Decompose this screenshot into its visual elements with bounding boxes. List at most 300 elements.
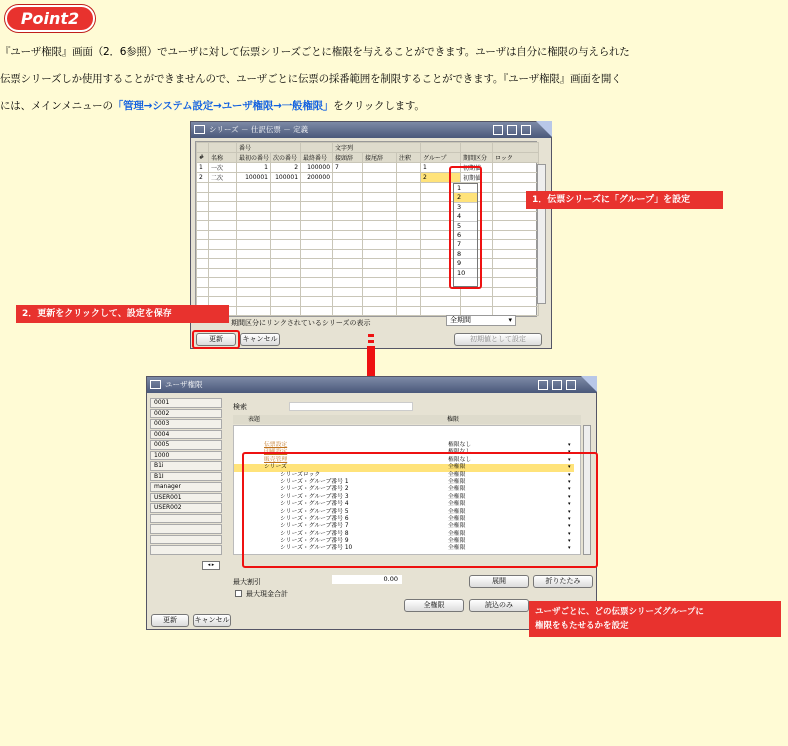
cell-empty [237, 259, 271, 269]
cell-empty [237, 183, 271, 193]
cell-empty [237, 306, 271, 316]
perm-row-label: シリーズ・グループ番号 6 [280, 515, 349, 522]
intro-line-3 [0, 93, 788, 120]
cell-empty [209, 211, 237, 221]
cell-last[interactable]: 100000 [301, 163, 333, 173]
chevron-down-icon[interactable]: ▾ [568, 456, 571, 463]
cell-empty [271, 287, 301, 297]
cell-empty [493, 259, 539, 269]
cell-empty [397, 211, 421, 221]
cell-empty [397, 249, 421, 259]
cell-empty[interactable] [397, 163, 421, 173]
menu-path: 「管理→システム設定→ユーザ権限→一般権限」 [112, 100, 334, 112]
user-item[interactable]: USER002 [150, 503, 222, 513]
cell-empty [363, 202, 397, 212]
cell-no[interactable]: 1 [197, 163, 209, 173]
cell-empty [209, 240, 237, 250]
cell-empty[interactable] [363, 163, 397, 173]
cell-empty [271, 230, 301, 240]
empty-row [197, 297, 539, 307]
intro-line-3c: をクリックします。 [333, 100, 425, 112]
cell-empty [209, 230, 237, 240]
point-badge: Point2 [5, 5, 95, 32]
callout-user-series [529, 601, 781, 637]
perm-row-label: シリーズ・グループ番号 4 [280, 501, 349, 508]
cell-empty [271, 192, 301, 202]
dropdown-option[interactable]: 6 [454, 231, 477, 240]
col-header: 期間区分 [461, 153, 493, 163]
col-header: 最初の番号 [237, 153, 271, 163]
cell-empty [197, 268, 209, 278]
cell-empty [237, 249, 271, 259]
maximize-icon[interactable] [552, 380, 562, 390]
cell-empty [333, 221, 363, 231]
cell-empty [363, 230, 397, 240]
cell-empty [237, 230, 271, 240]
cell-empty [209, 259, 237, 269]
cancel-button[interactable]: キャンセル [240, 333, 280, 346]
cell-empty [301, 202, 333, 212]
perm-row-label: シリーズ・グループ番号 3 [280, 493, 349, 500]
cell-empty [237, 297, 271, 307]
cell-empty [271, 268, 301, 278]
intro-line-3a: には、メインメニューの [0, 100, 113, 112]
cell-empty [301, 297, 333, 307]
series-window [190, 121, 552, 349]
chevron-down-icon[interactable]: ▾ [568, 471, 571, 478]
cell-empty [197, 221, 209, 231]
titlebar-corner [536, 121, 552, 137]
col-header: 名称 [209, 153, 237, 163]
cell-empty [301, 287, 333, 297]
user-item[interactable]: 1000 [150, 451, 222, 461]
cell-empty [209, 268, 237, 278]
cell-empty [301, 221, 333, 231]
cell-empty [363, 192, 397, 202]
cell-empty [301, 230, 333, 240]
col-header: 最終番号 [301, 153, 333, 163]
cell-empty [209, 221, 237, 231]
cell-empty [363, 240, 397, 250]
cell-empty [493, 230, 539, 240]
perm-row-value[interactable]: 全権限 [448, 471, 466, 478]
series-table [195, 141, 537, 317]
cell-empty [301, 306, 333, 316]
read-only-button[interactable]: 読込のみ [469, 599, 529, 612]
user-item[interactable]: 0003 [150, 419, 222, 429]
cell-empty [397, 268, 421, 278]
perm-row-value[interactable]: 全権限 [448, 478, 466, 485]
cell-empty [237, 278, 271, 288]
series-row[interactable] [197, 173, 539, 183]
perm-row-value[interactable]: 権限なし [448, 456, 472, 463]
cell-empty [493, 268, 539, 278]
cancel-button[interactable]: キャンセル [193, 614, 231, 627]
series-scrollbar[interactable] [537, 164, 546, 304]
cell-empty [209, 202, 237, 212]
search-label: 検索 [233, 403, 247, 411]
cell-empty [197, 230, 209, 240]
cell-empty[interactable] [397, 173, 421, 183]
empty-row [197, 221, 539, 231]
group-highlight [449, 166, 482, 289]
perm-row-label: シリーズ・グループ番号 2 [280, 486, 349, 493]
dropdown-option[interactable]: 7 [454, 240, 477, 249]
expand-button[interactable]: 展開 [469, 575, 529, 588]
empty-row [197, 287, 539, 297]
footer-label: 期間区分にリンクされているシリーズの表示 [231, 319, 371, 327]
dropdown-option[interactable]: 2 [454, 193, 477, 202]
cell-empty [397, 240, 421, 250]
cell-empty [301, 183, 333, 193]
empty-row [197, 240, 539, 250]
col-header: 次の番号 [271, 153, 301, 163]
cell-empty [197, 259, 209, 269]
window-icon [194, 125, 205, 134]
cell-first[interactable]: 1 [237, 163, 271, 173]
cell-empty [271, 297, 301, 307]
full-permission-button[interactable]: 全権限 [404, 599, 464, 612]
callout-user-series-line-1: ユーザごとに、どの伝票シリーズグループに [535, 607, 704, 617]
perm-row-label: シリーズ・グループ番号 9 [280, 538, 349, 545]
series-row[interactable] [197, 163, 539, 173]
list-scroll-arrows[interactable]: ◂ ▸ [202, 561, 220, 570]
minimize-icon[interactable] [538, 380, 548, 390]
collapse-button[interactable]: 折りたたみ [533, 575, 593, 588]
empty-row [197, 278, 539, 288]
cell-empty [333, 202, 363, 212]
period-select-value: 全期間 [450, 316, 471, 324]
cell-empty [209, 249, 237, 259]
perm-row-value[interactable]: 全権限 [448, 530, 466, 537]
perm-row-value[interactable]: 全権限 [448, 464, 466, 471]
cell-empty [333, 192, 363, 202]
cell-empty[interactable] [493, 163, 539, 173]
cell-empty [397, 202, 421, 212]
cell-empty [333, 230, 363, 240]
window-icon [150, 380, 161, 389]
set-default-button[interactable]: 初期値として設定 [454, 333, 542, 346]
cell-empty [333, 240, 363, 250]
max-cash-label: 最大現金合計 [246, 590, 288, 598]
chevron-down-icon: ▾ [508, 316, 512, 324]
user-item[interactable]: B1I [150, 472, 222, 482]
cell-empty [363, 306, 397, 316]
perm-row-value[interactable]: 全権限 [448, 523, 466, 530]
user-item-empty [150, 514, 222, 524]
col-header: 接頭辞 [333, 153, 363, 163]
perm-row-value[interactable]: 全権限 [448, 538, 466, 545]
cell-empty [333, 297, 363, 307]
dropdown-option[interactable]: 8 [454, 250, 477, 259]
cell-empty [237, 192, 271, 202]
series-highlight [242, 452, 598, 568]
cell-last[interactable]: 200000 [301, 173, 333, 183]
perm-row-label: 印刷設定 [264, 449, 288, 456]
cell-empty [363, 259, 397, 269]
cell-empty [197, 183, 209, 193]
cell-empty [333, 211, 363, 221]
perm-row-label: シリーズ・グループ番号 8 [280, 530, 349, 537]
cell-period[interactable]: 初期値 [461, 173, 493, 183]
cell-empty [363, 268, 397, 278]
cell-no[interactable]: 2 [197, 173, 209, 183]
empty-row [197, 192, 539, 202]
cell-empty [197, 240, 209, 250]
cell-empty [363, 211, 397, 221]
intro-line-1: 『ユーザ権限』画面（2．6参照）でユーザに対して伝票シリーズごとに権限を与えることができます。ユーザは自分に権限の与えられた [0, 46, 630, 58]
cell-empty [237, 268, 271, 278]
perm-row-label: 販売管理 [264, 456, 288, 463]
chevron-down-icon[interactable]: ▾ [568, 545, 571, 552]
user-item[interactable]: B1i [150, 461, 222, 471]
user-item-empty [150, 524, 222, 534]
col-permission: 権限 [447, 416, 460, 423]
cell-empty [271, 249, 301, 259]
cell-empty [421, 297, 461, 307]
cell-prefix[interactable]: 7 [333, 163, 363, 173]
cell-empty [333, 278, 363, 288]
chevron-down-icon[interactable]: ▾ [568, 508, 571, 515]
cell-empty [301, 240, 333, 250]
intro-line-2: 伝票シリーズしか使用することができませんので、ユーザごとに伝票の採番範囲を制限することができます。『ユーザ権限』画面を開く [0, 73, 622, 85]
cell-empty [237, 287, 271, 297]
perm-row-value[interactable]: 全権限 [448, 508, 466, 515]
cell-empty [197, 202, 209, 212]
perm-row-value[interactable]: 全権限 [448, 493, 466, 500]
callout-user-series-line-2: 権限をもたせるかを設定 [535, 621, 629, 631]
cell-empty [397, 259, 421, 269]
cell-empty [271, 306, 301, 316]
update-highlight [192, 330, 240, 349]
cell-empty [301, 211, 333, 221]
perm-row-label: シリーズ・グループ番号 7 [280, 523, 349, 530]
chevron-down-icon[interactable]: ▾ [568, 449, 571, 456]
series-grid [196, 142, 539, 316]
cell-empty [461, 297, 493, 307]
cell-empty [397, 221, 421, 231]
cell-empty [333, 268, 363, 278]
perm-row-value[interactable]: 全権限 [448, 545, 466, 552]
chevron-down-icon[interactable]: ▾ [568, 530, 571, 537]
col-header: # [197, 153, 209, 163]
cell-empty [333, 306, 363, 316]
search-input[interactable] [289, 402, 413, 411]
user-item[interactable]: USER001 [150, 493, 222, 503]
perm-row-label: シリーズ [264, 464, 287, 471]
cell-next[interactable]: 100001 [271, 173, 301, 183]
chevron-down-icon[interactable]: ▾ [568, 515, 571, 522]
series-window-titlebar [191, 122, 551, 138]
cell-empty [209, 287, 237, 297]
cell-empty [237, 221, 271, 231]
cell-empty [397, 297, 421, 307]
cell-empty [363, 183, 397, 193]
dropdown-option[interactable]: 10 [454, 269, 477, 278]
cell-empty [271, 240, 301, 250]
chevron-down-icon[interactable]: ▾ [568, 523, 571, 530]
cell-empty [363, 278, 397, 288]
arrow-dash-2 [368, 340, 374, 343]
cell-empty [397, 278, 421, 288]
cell-empty [271, 211, 301, 221]
user-permission-window [146, 376, 597, 630]
max-cash-checkbox[interactable] [235, 590, 242, 597]
cell-empty [209, 183, 237, 193]
cell-empty [493, 287, 539, 297]
user-item[interactable]: 0002 [150, 409, 222, 419]
perm-row-value[interactable]: 全権限 [448, 486, 466, 493]
series-window-title: シリーズ － 仕訳伝票 － 定義 [209, 125, 309, 134]
user-window-titlebar [147, 377, 596, 393]
cell-empty [301, 268, 333, 278]
cell-empty [271, 183, 301, 193]
chevron-down-icon[interactable]: ▾ [568, 486, 571, 493]
cell-empty [493, 249, 539, 259]
empty-row [197, 259, 539, 269]
cell-empty [237, 240, 271, 250]
perm-row-value[interactable]: 全権限 [448, 501, 466, 508]
chevron-down-icon[interactable]: ▾ [568, 464, 571, 471]
perm-row-value[interactable]: 権限なし [448, 442, 472, 448]
callout-update: 2．更新をクリックして、設定を保存 [16, 305, 229, 323]
perm-row-label: シリーズ・グループ番号 10 [280, 545, 353, 552]
perm-table-header [233, 415, 581, 424]
cell-empty [301, 249, 333, 259]
cell-empty [397, 192, 421, 202]
col-header: グループ [421, 153, 461, 163]
perm-row-value[interactable]: 権限なし [448, 449, 472, 456]
cell-empty[interactable] [363, 173, 397, 183]
perm-row-label: シリーズ・グループ番号 5 [280, 508, 349, 515]
chevron-down-icon[interactable]: ▾ [568, 442, 571, 448]
cell-empty [333, 183, 363, 193]
col-header: ロック [493, 153, 539, 163]
user-item-empty [150, 545, 222, 555]
empty-row [197, 230, 539, 240]
cell-empty [209, 192, 237, 202]
cell-empty [363, 287, 397, 297]
cell-empty [493, 221, 539, 231]
cell-empty [363, 221, 397, 231]
cell-empty [493, 211, 539, 221]
cell-empty [197, 278, 209, 288]
cell-empty [237, 202, 271, 212]
cell-empty [493, 278, 539, 288]
cell-empty [363, 297, 397, 307]
user-item[interactable]: 0001 [150, 398, 222, 408]
dropdown-option[interactable]: 1 [454, 184, 477, 193]
cell-empty [271, 202, 301, 212]
perm-row-label: 伝票設定 [264, 442, 288, 448]
user-item-empty [150, 535, 222, 545]
cell-empty [301, 278, 333, 288]
cell-empty [197, 249, 209, 259]
cell-empty [397, 287, 421, 297]
col-header: 接尾辞 [363, 153, 397, 163]
chevron-down-icon[interactable]: ▾ [568, 538, 571, 545]
cell-empty [333, 249, 363, 259]
cell-empty [197, 287, 209, 297]
dropdown-option[interactable]: 5 [454, 222, 477, 231]
cell-empty[interactable] [493, 173, 539, 183]
update-button[interactable]: 更新 [151, 614, 189, 627]
header-number: 番号 [237, 143, 301, 153]
update-button[interactable]: 更新 [196, 333, 236, 346]
cell-empty [493, 297, 539, 307]
cell-empty [333, 287, 363, 297]
empty-row [197, 183, 539, 193]
cell-first[interactable]: 100001 [237, 173, 271, 183]
cell-empty [209, 278, 237, 288]
dropdown-option[interactable]: 9 [454, 259, 477, 268]
empty-row [197, 249, 539, 259]
col-subject: 表題 [248, 416, 261, 423]
empty-row [197, 202, 539, 212]
perm-row-label: シリーズロック [280, 471, 321, 478]
cell-empty [397, 230, 421, 240]
cell-empty [493, 240, 539, 250]
max-discount-label: 最大割引 [233, 578, 261, 586]
cell-prefix[interactable] [333, 173, 363, 183]
cell-empty [271, 221, 301, 231]
close-icon[interactable] [566, 380, 576, 390]
cell-empty [197, 211, 209, 221]
cell-name[interactable]: 一次 [209, 163, 237, 173]
dropdown-option[interactable]: 3 [454, 203, 477, 212]
chevron-down-icon[interactable]: ▾ [568, 501, 571, 508]
maximize-icon[interactable] [507, 125, 517, 135]
minimize-icon[interactable] [493, 125, 503, 135]
close-icon[interactable] [521, 125, 531, 135]
cell-name[interactable]: 二次 [209, 173, 237, 183]
cell-group[interactable]: 1 [421, 163, 461, 173]
cell-empty [333, 259, 363, 269]
cell-empty [271, 259, 301, 269]
titlebar-corner [581, 376, 597, 392]
empty-row [197, 268, 539, 278]
header-string: 文字列 [333, 143, 421, 153]
user-item[interactable]: manager [150, 482, 222, 492]
period-select[interactable] [446, 315, 516, 326]
cell-empty [301, 259, 333, 269]
cell-empty [237, 211, 271, 221]
cell-period[interactable]: 初期値 [461, 163, 493, 173]
cell-empty [271, 278, 301, 288]
cell-empty [397, 183, 421, 193]
cell-next[interactable]: 2 [271, 163, 301, 173]
cell-group[interactable]: 2 [421, 173, 461, 183]
perm-row-value[interactable]: 全権限 [448, 515, 466, 522]
user-list [150, 398, 222, 558]
cell-empty [301, 192, 333, 202]
user-window-title: ユーザ権限 [165, 380, 203, 389]
cell-empty [397, 306, 421, 316]
callout-group: 1．伝票シリーズに「グループ」を設定 [526, 191, 723, 209]
perm-row-label: シリーズ・グループ番号 1 [280, 478, 349, 485]
col-header: 注釈 [397, 153, 421, 163]
arrow-dash-1 [368, 334, 374, 337]
empty-row [197, 211, 539, 221]
chevron-down-icon[interactable]: ▾ [568, 493, 571, 500]
max-discount-field[interactable]: 0.00 [332, 575, 402, 584]
user-item[interactable]: 0005 [150, 440, 222, 450]
cell-empty [197, 192, 209, 202]
cell-empty [363, 249, 397, 259]
chevron-down-icon[interactable]: ▾ [568, 478, 571, 485]
user-item[interactable]: 0004 [150, 430, 222, 440]
dropdown-option[interactable]: 4 [454, 212, 477, 221]
